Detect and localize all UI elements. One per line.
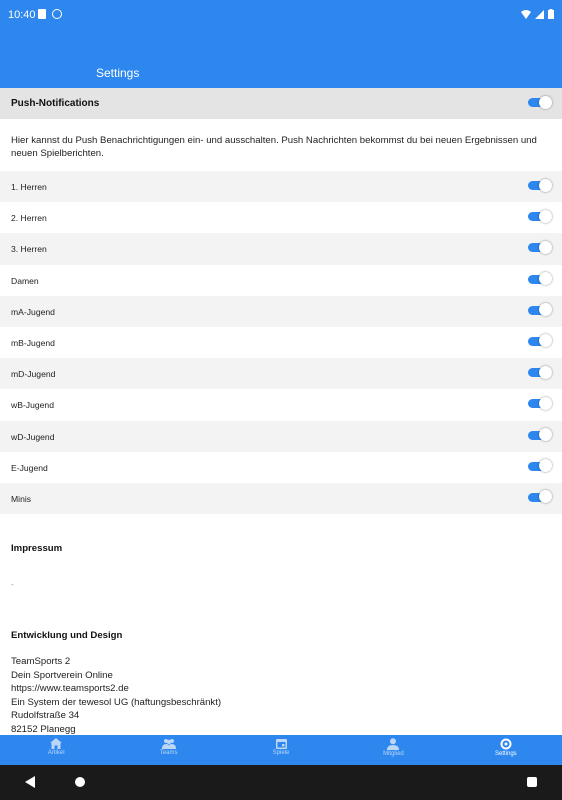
team-label: 1. Herren <box>11 182 47 192</box>
team-notification-list <box>0 171 562 514</box>
sync-icon <box>52 9 62 19</box>
team-toggle[interactable] <box>528 181 548 190</box>
team-row <box>0 389 562 420</box>
team-toggle[interactable] <box>528 399 548 408</box>
team-label: wD-Jugend <box>11 431 55 442</box>
toggle-knob <box>539 272 552 285</box>
home-button-icon[interactable] <box>75 777 85 787</box>
dev-line-city: 82152 Planegg <box>11 723 76 735</box>
nav-item-artikel[interactable] <box>0 735 112 765</box>
calendar-icon <box>276 738 287 749</box>
team-row <box>0 265 562 296</box>
impressum-heading: Impressum <box>11 543 63 554</box>
person-icon <box>387 738 399 750</box>
settings-icon <box>500 738 512 750</box>
team-toggle[interactable] <box>528 493 548 502</box>
nav-label: Teams <box>159 750 178 756</box>
team-toggle[interactable] <box>528 462 548 471</box>
toggle-knob <box>539 428 552 441</box>
toggle-knob <box>539 303 552 316</box>
team-label: Damen <box>11 275 39 286</box>
push-notifications-header <box>0 88 562 119</box>
sd-card-icon <box>38 9 46 19</box>
bottom-navigation <box>0 735 562 765</box>
toggle-knob <box>539 334 552 347</box>
toggle-knob <box>539 96 552 109</box>
app-bar <box>0 30 562 88</box>
team-label: 3. Herren <box>11 244 47 255</box>
push-notifications-toggle[interactable] <box>528 98 548 107</box>
nav-label: Settings <box>494 751 517 757</box>
team-toggle[interactable] <box>528 306 548 315</box>
status-time: 10:40 <box>8 9 36 21</box>
team-row <box>0 171 562 202</box>
team-label: Minis <box>11 493 32 504</box>
team-toggle[interactable] <box>528 275 548 284</box>
team-row <box>0 452 562 483</box>
team-toggle[interactable] <box>528 243 548 252</box>
team-row <box>0 358 562 389</box>
toggle-knob <box>539 459 552 472</box>
team-toggle[interactable] <box>528 212 548 221</box>
dev-line-product: TeamSports 2 <box>11 656 71 667</box>
signal-icon <box>535 10 544 19</box>
team-label: wB-Jugend <box>11 400 54 411</box>
system-navigation-bar <box>0 765 562 800</box>
home-icon <box>50 738 62 749</box>
development-heading: Entwicklung und Design <box>11 630 123 641</box>
toggle-knob <box>539 210 552 223</box>
dev-line-company: Ein System der tewesol UG (haftungsbeschränkt) <box>11 696 222 708</box>
team-label: mB-Jugend <box>11 337 55 348</box>
team-label: 2. Herren <box>11 213 47 224</box>
push-description: Hier kannst du Push Benachrichtigungen ein- und ausschalten. Push Nachrichten bekommst du bei neuen Ergebnissen und neuen Spielberichten. <box>11 135 537 159</box>
nav-label: Spiele <box>272 750 290 756</box>
team-row <box>0 483 562 514</box>
dev-line-tagline: Dein Sportverein Online <box>11 669 113 681</box>
team-row <box>0 296 562 327</box>
dev-line-street: Rudolfstraße 34 <box>11 710 80 721</box>
recent-apps-icon[interactable] <box>527 777 537 787</box>
nav-label: Mitglied <box>383 751 404 757</box>
toggle-knob <box>539 490 552 503</box>
back-icon[interactable] <box>25 776 35 788</box>
team-toggle[interactable] <box>528 337 548 346</box>
team-label: mD-Jugend <box>11 369 56 380</box>
toggle-knob <box>539 397 552 410</box>
dev-line-website[interactable]: https://www.teamsports2.de <box>11 683 129 694</box>
team-row <box>0 327 562 358</box>
nav-item-settings[interactable] <box>450 735 562 765</box>
team-label: E-Jugend <box>11 462 48 473</box>
nav-label: Artikel <box>47 750 65 756</box>
team-row <box>0 202 562 233</box>
nav-item-mitglied[interactable] <box>337 735 449 765</box>
status-bar <box>0 0 562 30</box>
impressum-text: - <box>11 580 14 589</box>
page-title: Settings <box>96 66 140 80</box>
toggle-knob <box>539 179 552 192</box>
toggle-knob <box>539 366 552 379</box>
team-toggle[interactable] <box>528 368 548 377</box>
team-label: mA-Jugend <box>11 306 55 317</box>
push-notifications-label: Push-Notifications <box>11 98 100 109</box>
battery-icon <box>548 9 554 19</box>
group-icon <box>162 738 176 749</box>
team-row <box>0 233 562 264</box>
wifi-icon <box>521 10 531 19</box>
development-info <box>11 655 221 736</box>
nav-item-spiele[interactable] <box>225 735 337 765</box>
toggle-knob <box>539 241 552 254</box>
nav-item-teams[interactable] <box>112 735 224 765</box>
team-row <box>0 421 562 452</box>
team-toggle[interactable] <box>528 431 548 440</box>
